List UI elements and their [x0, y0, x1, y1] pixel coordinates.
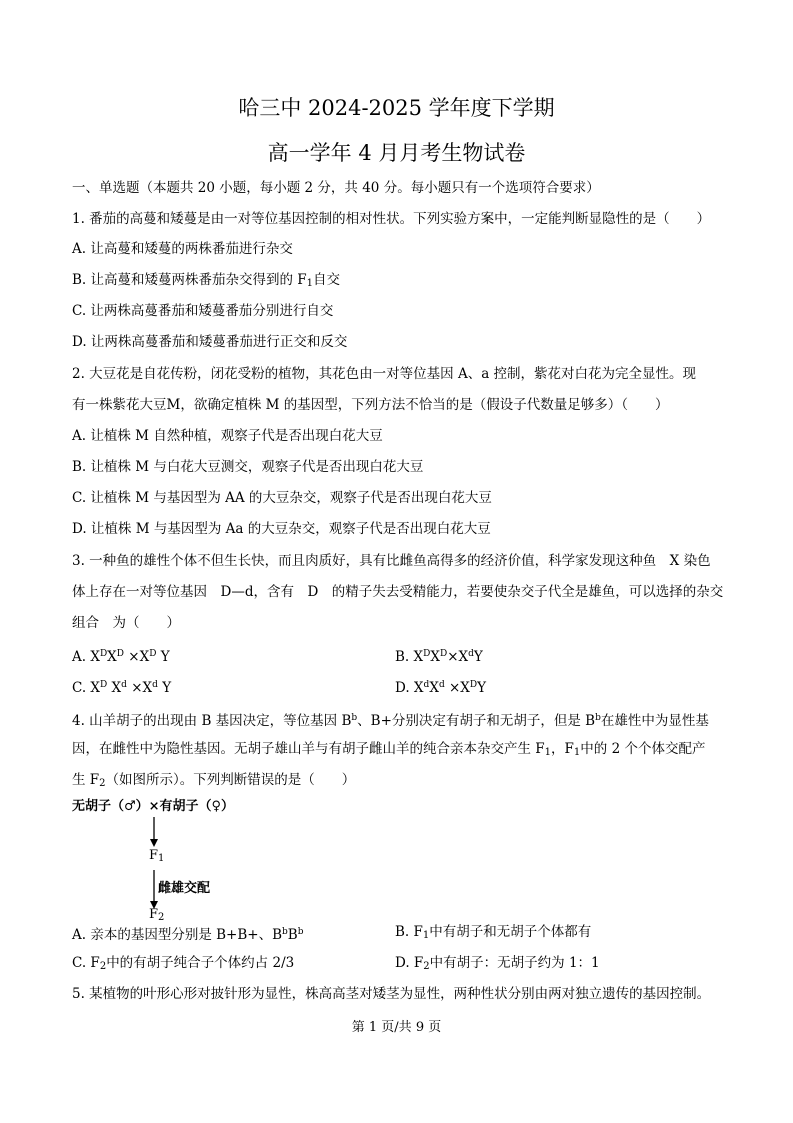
diagram-arrows: [72, 795, 272, 925]
q3-stem-line3: 组合 为（ ）: [72, 615, 180, 631]
q4-option-d: D. $F_2$中有胡子：无胡子约为 1：1: [395, 955, 600, 972]
q3-option-d: D. $X^dX^d \times X^DY$: [395, 680, 487, 696]
exam-title-subject: 高一学年 4 月月考生物试卷: [267, 141, 526, 165]
diagram-f2-label: $F_2$: [149, 907, 165, 923]
q4-stem-line1: 4. 山羊胡子的出现由 B 基因决定，等位基因 $B^b$、B+分别决定有胡子和无胡子，但是 $B^b$在雄性中为显性基: [72, 713, 709, 729]
q2-option-d: D. 让植株 M 与基因型为 Aa 的大豆杂交，观察子代是否出现白花大豆: [72, 521, 491, 537]
diagram-parents-label: 无胡子（♂）×有胡子（♀）: [72, 799, 235, 814]
q4-option-a: A. 亲本的基因型分别是 B+B+、$B^bB^b$: [72, 927, 304, 943]
q1-option-a: A. 让高蔓和矮蔓的两株番茄进行杂交: [72, 241, 293, 257]
diagram-cross-label: 雌雄交配: [158, 881, 211, 896]
q3-stem-line1: 3. 一种鱼的雄性个体不但生长快，而且肉质好，具有比雌鱼高得多的经济价值，科学家发现这种鱼 X 染色: [72, 553, 711, 569]
q2-stem-line2: 有一株紫花大豆M，欲确定植株 M 的基因型，下列方法不恰当的是（假设子代数量足够多）（ ）: [72, 397, 669, 413]
exam-title-school: 哈三中 2024-2025 学年度下学期: [238, 96, 555, 120]
q1-stem: 1. 番茄的高蔓和矮蔓是由一对等位基因控制的相对性状。下列实验方案中，一定能判断显隐性的是（ ）: [72, 211, 711, 227]
diagram-f1-label: $F_1$: [149, 848, 165, 864]
section-heading: 一、单选题（本题共 20 小题，每小题 2 分，共 40 分。每小题只有一个选项符合要求）: [72, 180, 600, 196]
q3-option-a: A. $X^DX^D \times X^D$ Y: [72, 649, 170, 665]
q4-stem-line3: 生 $F_2$（如图所示）。下列判断错误的是（ ）: [72, 772, 356, 789]
q2-stem-line1: 2. 大豆花是自花传粉，闭花受粉的植物，其花色由一对等位基因 A、a 控制，紫花对白花为完全显性。现: [72, 366, 697, 382]
q2-option-b: B. 让植株 M 与白花大豆测交，观察子代是否出现白花大豆: [72, 459, 424, 475]
q2-option-a: A. 让植株 M 自然种植，观察子代是否出现白花大豆: [72, 428, 383, 444]
q3-stem-line2: 体上存在一对等位基因 D—d，含有 D 的精子失去受精能力，若要使杂交子代全是雄鱼，可以选择的杂交: [72, 584, 724, 600]
q1-option-d: D. 让两株高蔓番茄和矮蔓番茄进行正交和反交: [72, 334, 348, 350]
arrow-head-upper: [150, 839, 158, 847]
q4-option-b: B. $F_1$中有胡子和无胡子个体都有: [395, 924, 592, 941]
q3-option-b: B. $X^DX^D\times X^dY$: [395, 649, 483, 665]
q4-stem-line2: 因，在雌性中为隐性基因。无胡子雄山羊与有胡子雌山羊的纯合亲本杂交产生 $F_1$，$F_1$中的 2 个个体交配产: [72, 741, 706, 758]
q2-option-c: C. 让植株 M 与基因型为 AA 的大豆杂交，观察子代是否出现白花大豆: [72, 490, 492, 506]
q1-option-c: C. 让两株高蔓番茄和矮蔓番茄分别进行自交: [72, 303, 334, 319]
q4-option-c: C. $F_2$中的有胡子纯合子个体约占 2/3: [72, 955, 295, 972]
q3-option-c: C. $X^D$ $X^d \times X^d$ Y: [72, 680, 172, 696]
page-number: 第 1 页/共 9 页: [351, 1020, 442, 1035]
q4-cross-diagram: [72, 795, 272, 925]
q5-stem-line1: 5. 某植物的叶形心形对披针形为显性，株高高茎对矮茎为显性，两种性状分别由两对独立遗传的基因控制。: [72, 986, 711, 1002]
q1-option-b: B. 让高蔓和矮蔓两株番茄杂交得到的 $F_1$自交: [72, 272, 341, 289]
